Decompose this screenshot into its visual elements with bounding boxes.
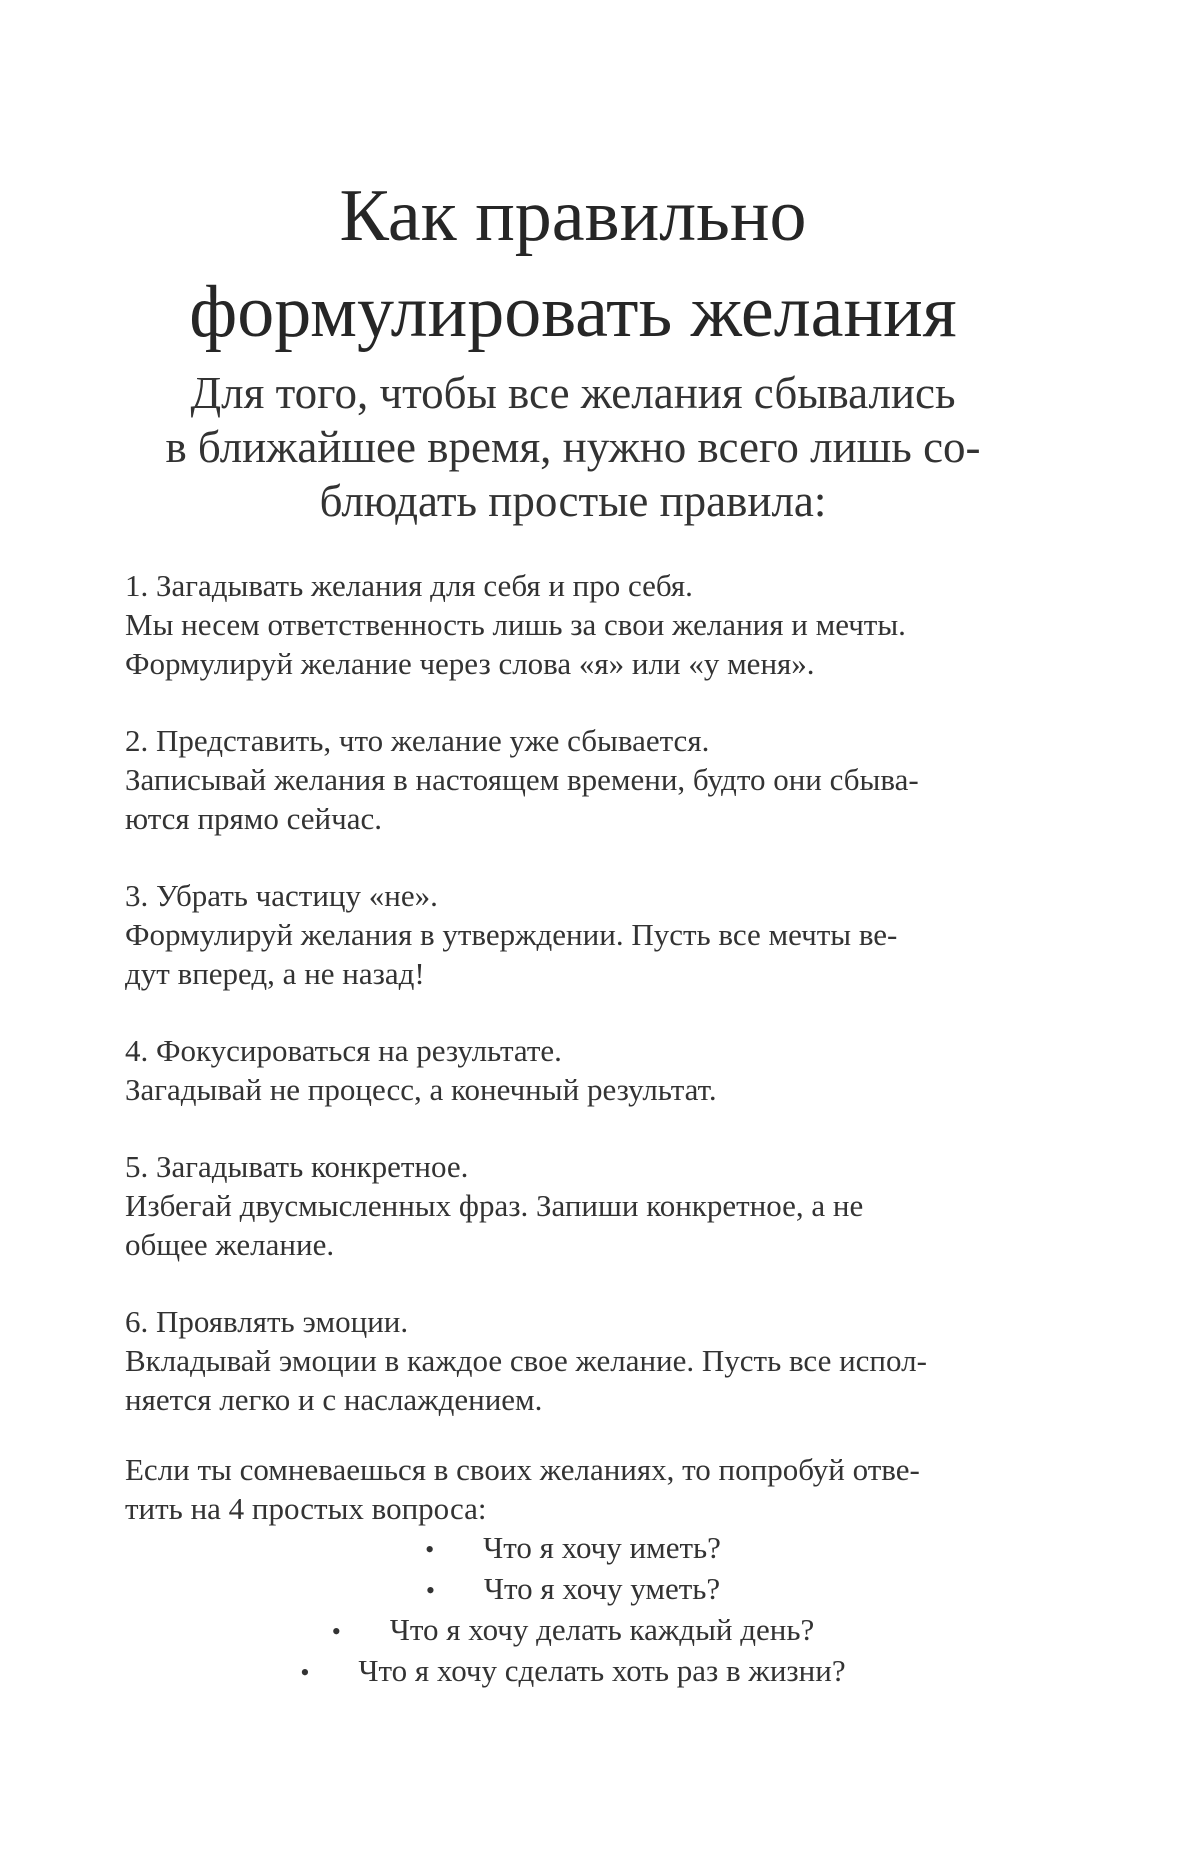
rule-text: Загадывай не процесс, а конечный результат. [125, 1072, 717, 1107]
intro-line: в ближайшее время, нужно всего лишь со- [165, 422, 981, 472]
intro-line: блюдать простые правила: [319, 476, 827, 526]
question-item [0, 1528, 1146, 1569]
rule-text: общее желание. [125, 1227, 335, 1262]
rule-text: Мы несем ответственность лишь за свои желания и мечты. [125, 607, 906, 642]
bullet-icon: • [331, 1617, 341, 1646]
rule-text: дут вперед, а не назад! [125, 956, 425, 991]
title-line: Как правильно [339, 175, 807, 257]
question-text: Что я хочу иметь? [483, 1530, 721, 1565]
rule-heading: 5. Загадывать конкретное. [125, 1149, 469, 1184]
rule-6 [125, 1302, 1025, 1419]
rule-text: Записывай желания в настоящем времени, будто они сбыва- [125, 762, 919, 797]
rule-heading: 2. Представить, что желание уже сбывается. [125, 723, 710, 758]
page-title [0, 168, 1146, 360]
question-item [0, 1610, 1146, 1651]
bullet-icon: • [300, 1658, 310, 1687]
closing-line: тить на 4 простых вопроса: [125, 1491, 487, 1526]
question-text: Что я хочу делать каждый день? [389, 1612, 815, 1647]
rule-text: Избегай двусмысленных фраз. Запиши конкретное, а не [125, 1188, 864, 1223]
rule-text: Вкладывай эмоции в каждое свое желание. Пусть все испол- [125, 1343, 927, 1378]
rule-text: Формулируй желание через слова «я» или «у меня». [125, 646, 815, 681]
rule-heading: 3. Убрать частицу «не». [125, 878, 438, 913]
bullet-icon: • [425, 1576, 435, 1605]
closing-paragraph [125, 1450, 1025, 1528]
question-text: Что я хочу уметь? [483, 1571, 721, 1606]
rule-heading: 6. Проявлять эмоции. [125, 1304, 409, 1339]
rules-list [125, 566, 1025, 1457]
rule-5 [125, 1147, 1025, 1264]
question-item [0, 1651, 1146, 1692]
rule-text: няется легко и с наслаждением. [125, 1382, 543, 1417]
bullet-icon: • [425, 1535, 435, 1564]
rule-heading: 1. Загадывать желания для себя и про себя. [125, 568, 693, 603]
intro-paragraph [0, 366, 1146, 528]
rule-3 [125, 876, 1025, 993]
rule-heading: 4. Фокусироваться на результате. [125, 1033, 562, 1068]
question-item [0, 1569, 1146, 1610]
rule-text: Формулируй желания в утверждении. Пусть все мечты ве- [125, 917, 898, 952]
closing-line: Если ты сомневаешься в своих желаниях, то попробуй отве- [125, 1452, 920, 1487]
rule-text: ются прямо сейчас. [125, 801, 383, 836]
rule-1 [125, 566, 1025, 683]
title-line: формулировать желания [189, 271, 957, 353]
questions-list [0, 1528, 1146, 1692]
rule-4 [125, 1031, 1025, 1109]
rule-2 [125, 721, 1025, 838]
intro-line: Для того, чтобы все желания сбывались [190, 368, 956, 418]
question-text: Что я хочу сделать хоть раз в жизни? [358, 1653, 846, 1688]
